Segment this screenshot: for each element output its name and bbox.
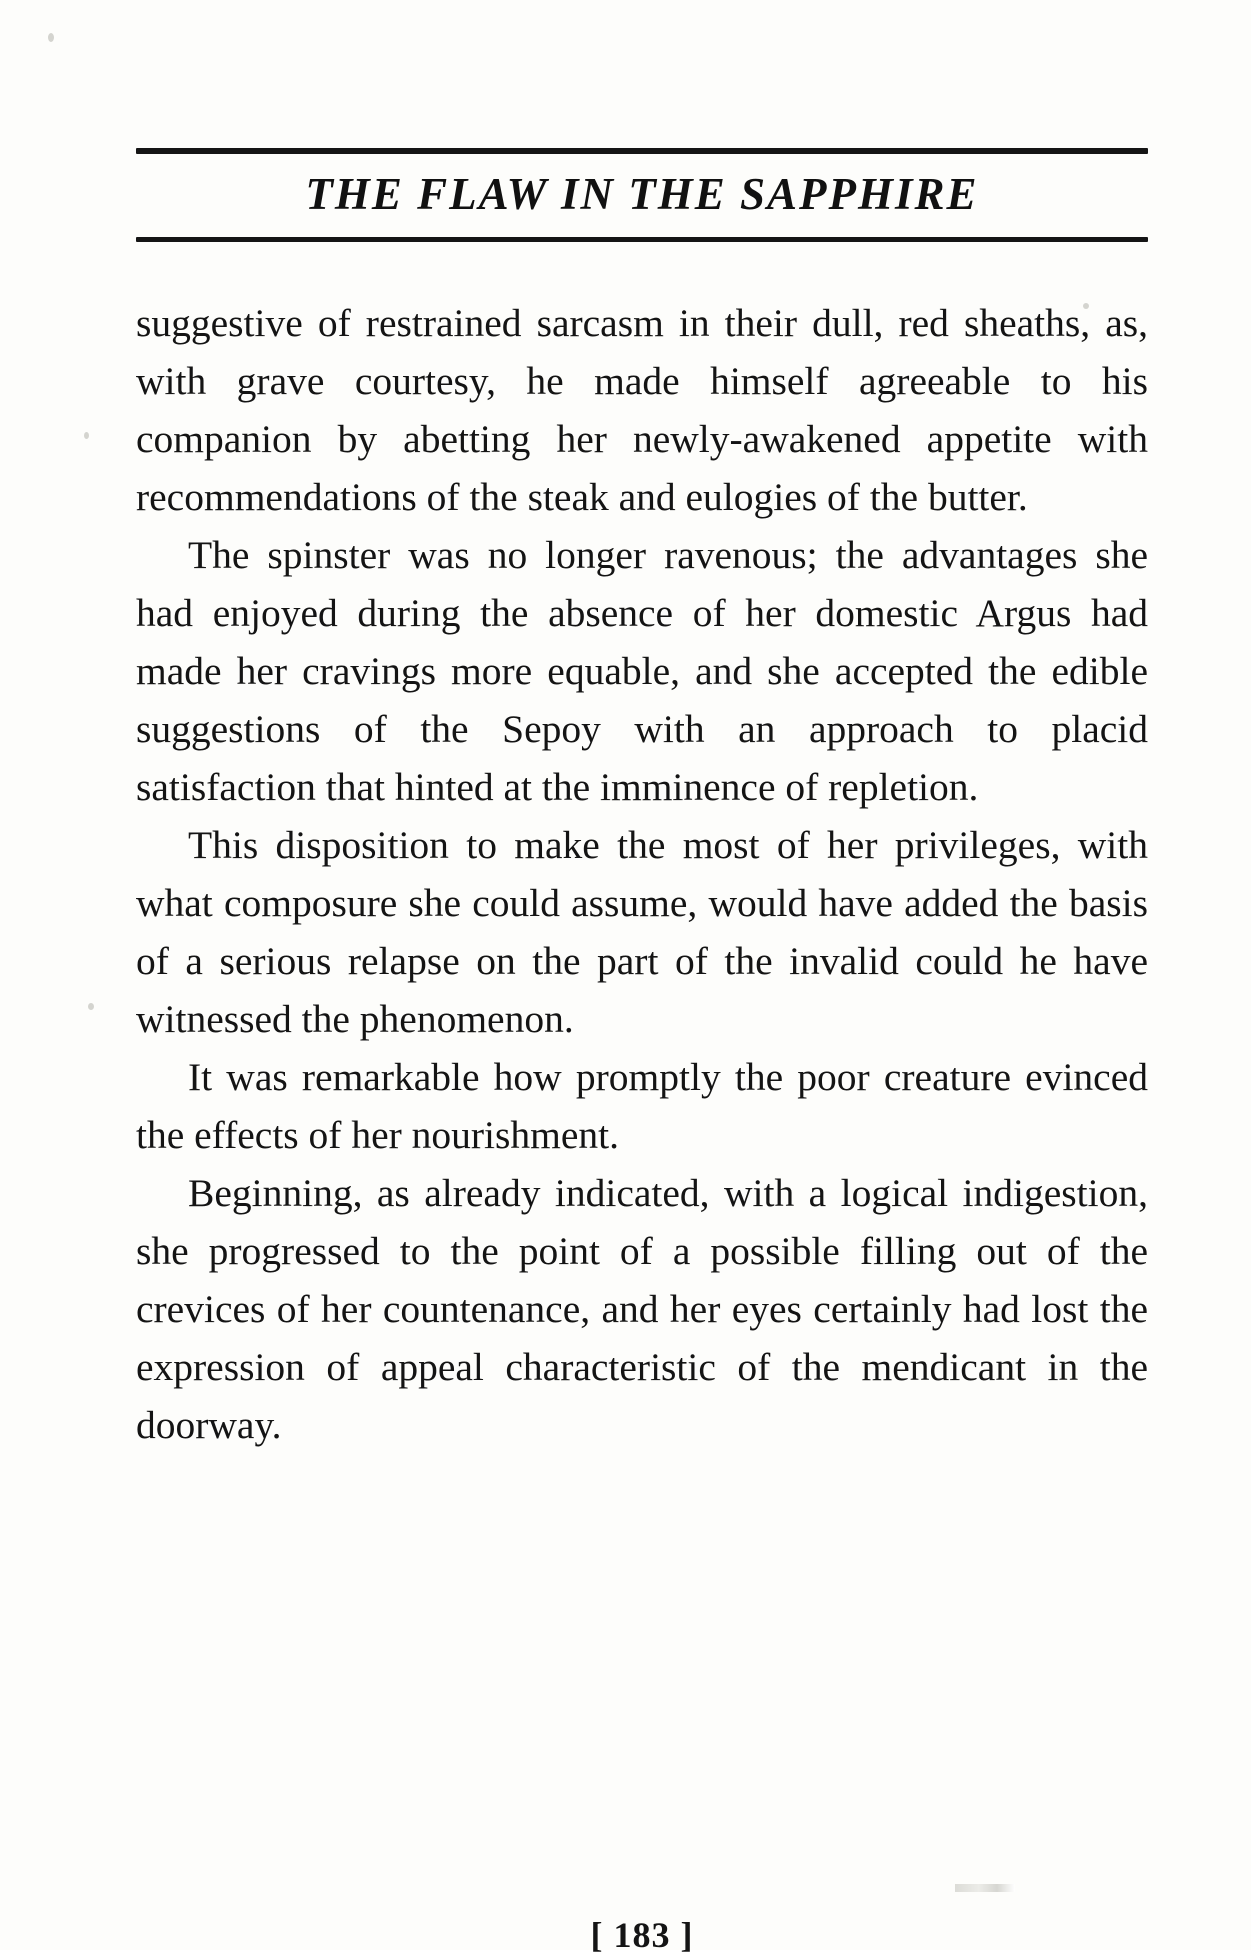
- paper-speck: [48, 33, 54, 42]
- paper-speck: [84, 432, 89, 439]
- page-number: [ 183 ]: [590, 1915, 694, 1955]
- body-text: [136, 294, 1148, 1454]
- paper-smudge: [955, 1884, 1015, 1892]
- running-head-title: THE FLAW IN THE SAPPHIRE: [305, 169, 979, 219]
- paragraph: The spinster was no longer ravenous; the advantages she had enjoyed during the absence of her domestic Argus had made her cravings more equable, and she accepted the edible suggestions of the Sepoy with an approach to placid satisfaction that hinted at the imminence of repletion.: [136, 533, 1148, 809]
- paragraph: It was remarkable how promptly the poor creature evinced the effects of her nourishment.: [136, 1055, 1148, 1157]
- paragraph: Beginning, as already indicated, with a logical indigestion, she progressed to the point of a possible filling out of the crevices of her countenance, and her eyes certainly had lost the expression of appeal characteristic of the mendicant in the doorway.: [136, 1171, 1148, 1447]
- paper-speck: [88, 1003, 94, 1010]
- paragraph: This disposition to make the most of her privileges, with what composure she could assume, would have added the basis of a serious relapse on the part of the invalid could he have witnessed the phenomenon.: [136, 823, 1148, 1041]
- paragraph: suggestive of restrained sarcasm in their dull, red sheaths, as, with grave courtesy, he made himself agreeable to his companion by abetting her newly-awakened appetite with recommendations of the steak and eulogies of the butter.: [136, 301, 1148, 519]
- header-rule-bottom: [136, 237, 1148, 242]
- page-header: [136, 148, 1148, 242]
- page-content: [136, 148, 1148, 1955]
